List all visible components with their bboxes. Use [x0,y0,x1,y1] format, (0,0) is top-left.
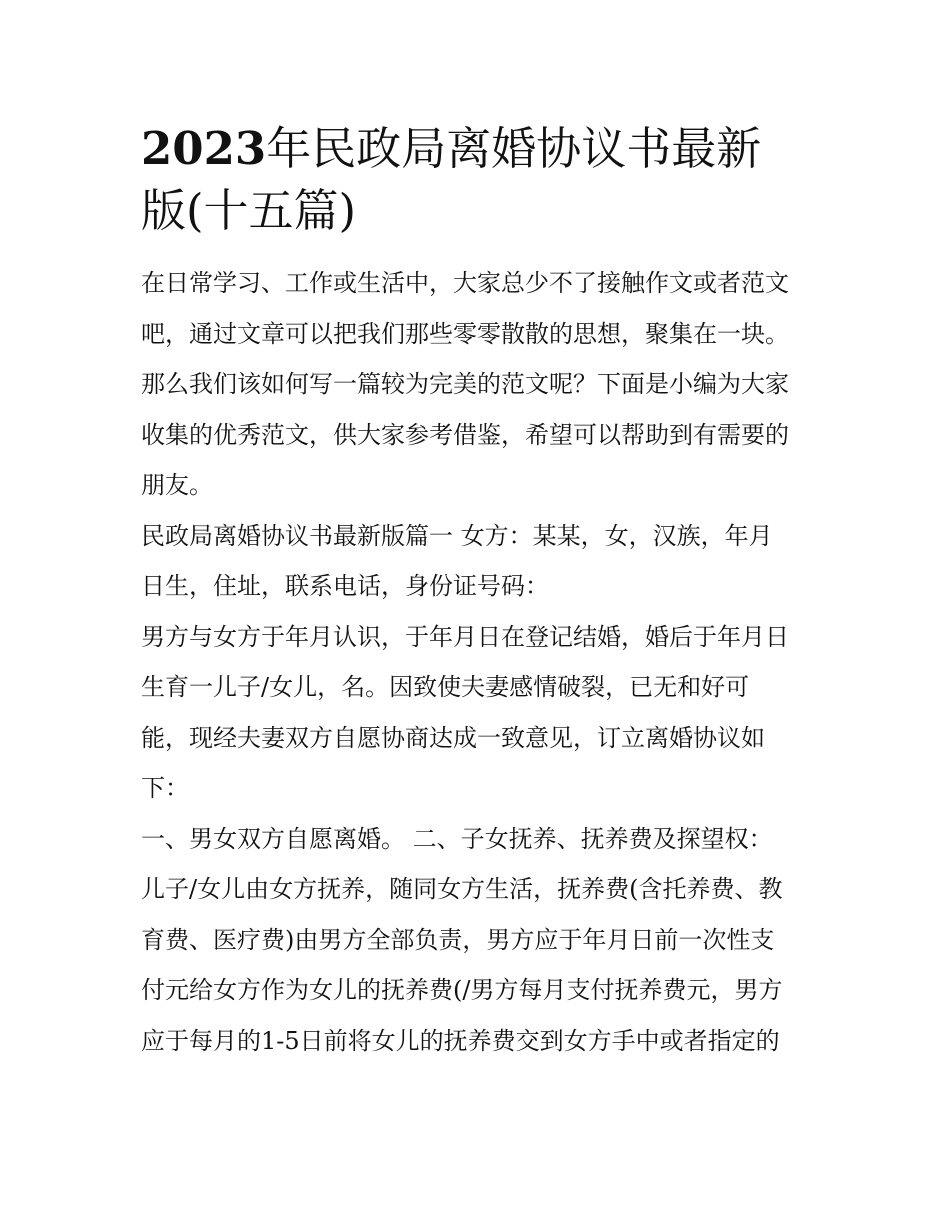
text-line: 日生，住址，联系电话，身份证号码： [141,572,549,600]
text-line: 一、男女双方自愿离婚。 二、子女抚养、抚养费及探望权： [141,824,773,853]
document-title [141,118,813,242]
text-line: 朋友。 [141,471,213,499]
text-line: 付元给女方作为女儿的抚养费(/男方每月支付抚养费元，男方 [141,976,783,1004]
paragraph-background [141,612,813,814]
text-line: 男方与女方于年月认识，于年月日在登记结婚，婚后于年月日 [141,622,789,651]
text-line: 民政局离婚协议书最新版篇一 女方：某某，女，汉族，年月 [141,521,773,550]
title-year: 2023 [141,122,267,175]
paragraph-parties [141,511,813,612]
text-line: 育费、医疗费)由男方全部负责，男方应于年月日前一次性支 [141,925,775,954]
title-text-1: 年民政局离婚协议书最新 [266,122,762,175]
paragraph-intro [141,258,813,511]
text-line: 儿子/女儿由女方抚养，随同女方生活，抚养费(含托养费、教 [141,875,783,903]
text-line: 那么我们该如何写一篇较为完美的范文呢？下面是小编为大家 [141,370,789,398]
text-line: 在日常学习、工作或生活中，大家总少不了接触作文或者范文 [141,269,789,297]
text-line: 应于每月的1-5日前将女儿的抚养费交到女方手中或者指定的 [141,1026,780,1055]
title-line-1 [141,118,813,180]
text-line: 下： [141,774,189,802]
title-line-2: 版(十五篇) [141,184,357,237]
paragraph-terms [141,814,813,1067]
text-line: 生育一儿子/女儿，名。因致使夫妻感情破裂，已无和好可 [141,673,750,701]
text-line: 收集的优秀范文，供大家参考借鉴，希望可以帮助到有需要的 [141,420,789,449]
document-body [141,258,813,1066]
text-line: 吧，通过文章可以把我们那些零零散散的思想，聚集在一块。 [141,319,789,348]
text-line: 能，现经夫妻双方自愿协商达成一致意见，订立离婚协议如 [141,723,765,752]
document-page [141,118,813,1066]
